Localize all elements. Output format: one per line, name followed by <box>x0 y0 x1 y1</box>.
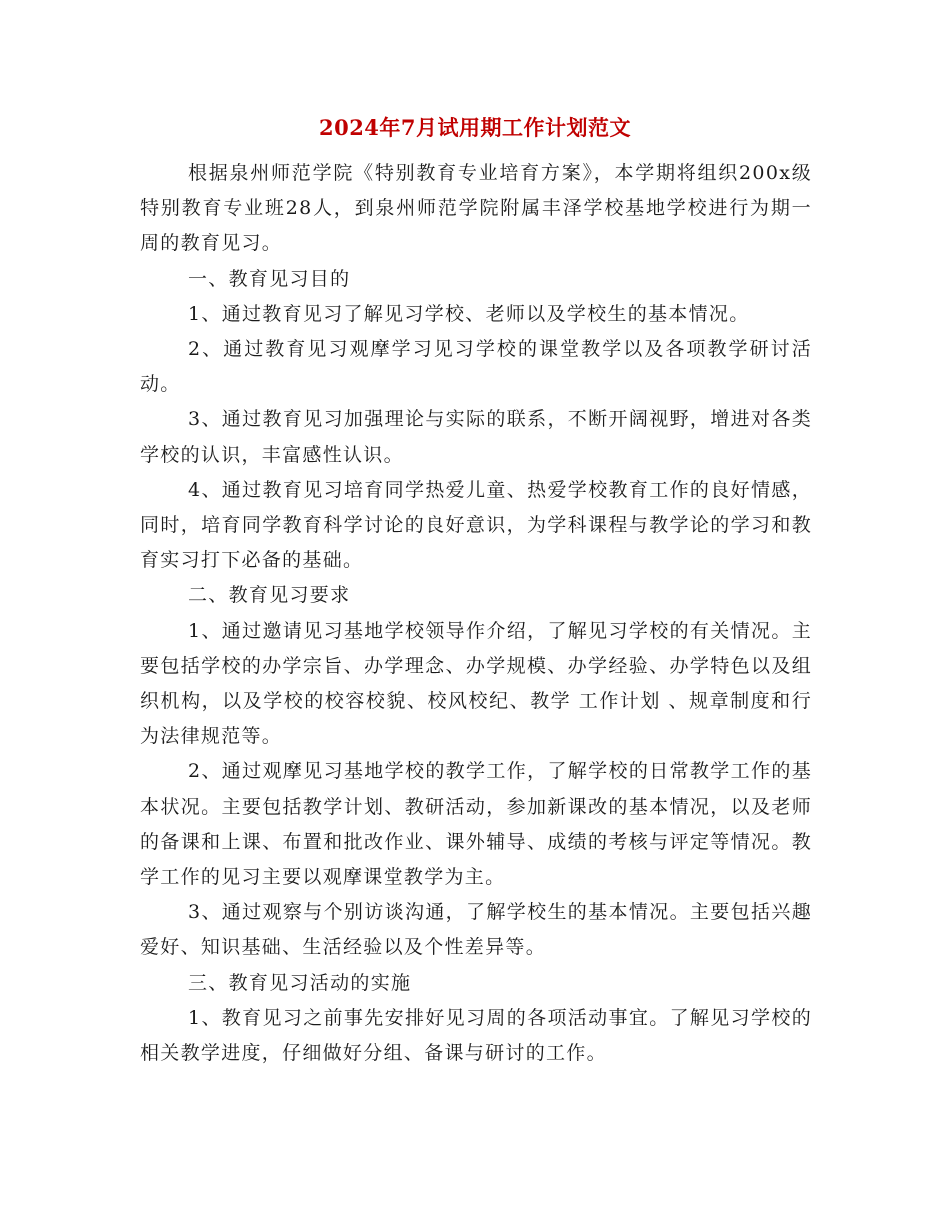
paragraph-1-3: 3、通过教育见习加强理论与实际的联系，不断开阔视野，增进对各类学校的认识，丰富感性认识。 <box>140 408 812 466</box>
document-body <box>140 156 812 1071</box>
paragraph-1-1: 1、通过教育见习了解见习学校、老师以及学校生的基本情况。 <box>188 302 750 325</box>
section-heading-3: 三、教育见习活动的实施 <box>188 971 412 994</box>
paragraph-2-2: 2、通过观摩见习基地学校的教学工作，了解学校的日常教学工作的基本状况。主要包括教学计划、教研活动，参加新课改的基本情况，以及老师的备课和上课、布置和批改作业、课外辅导、成绩的考核与评定等情况。教学工作的见习主要以观摩课堂教学为主。 <box>140 760 812 889</box>
paragraph-3-1: 1、教育见习之前事先安排好见习周的各项活动事宜。了解见习学校的相关教学进度，仔细做好分组、备课与研讨的工作。 <box>140 1006 812 1065</box>
section-heading-1: 一、教育见习目的 <box>188 267 351 290</box>
paragraph-intro: 根据泉州师范学院《特别教育专业培育方案》，本学期将组织200x级特别教育专业班28人，到泉州师范学院附属丰泽学校基地学校进行为期一周的教育见习。 <box>140 162 812 255</box>
paragraph-1-2: 2、通过教育见习观摩学习见习学校的课堂教学以及各项教学研讨活动。 <box>140 338 812 396</box>
document-title: 2024年7月试用期工作计划范文 <box>318 115 632 140</box>
section-heading-2: 二、教育见习要求 <box>188 584 351 607</box>
paragraph-2-3: 3、通过观察与个别访谈沟通，了解学校生的基本情况。主要包括兴趣爱好、知识基础、生活经验以及个性差异等。 <box>140 901 812 959</box>
paragraph-1-4: 4、通过教育见习培育同学热爱儿童、热爱学校教育工作的良好情感，同时，培育同学教育科学讨论的良好意识，为学科课程与教学论的学习和教育实习打下必备的基础。 <box>140 478 812 572</box>
paragraph-2-1: 1、通过邀请见习基地学校领导作介绍，了解见习学校的有关情况。主要包括学校的办学宗旨、办学理念、办学规模、办学经验、办学特色以及组织机构，以及学校的校容校貌、校风校纪、教学 工作计划 、规章制度和行为法律规范等。 <box>140 619 812 748</box>
